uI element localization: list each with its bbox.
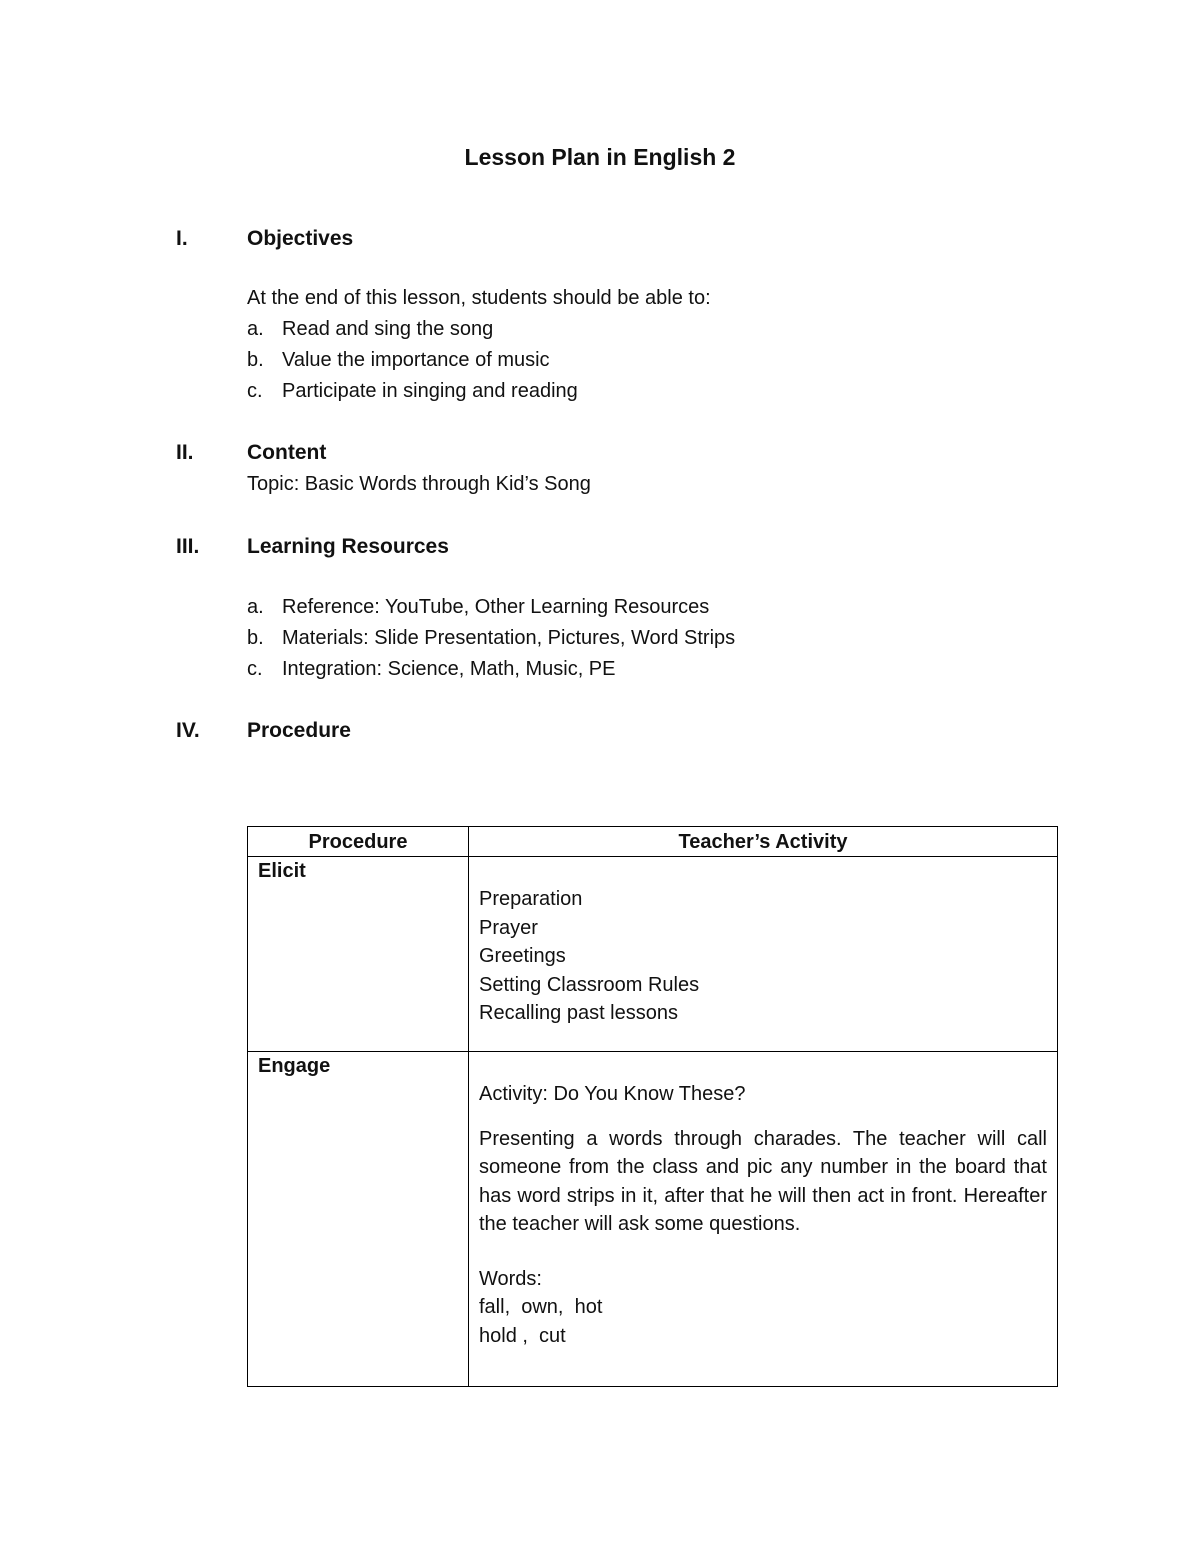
- section-number-resources: III.: [176, 535, 200, 558]
- activity-cell-engage: [469, 1052, 1058, 1387]
- list-item: Prayer: [479, 916, 538, 939]
- list-item: Setting Classroom Rules: [479, 973, 700, 996]
- list-item: Preparation: [479, 888, 583, 910]
- content-topic: Topic: Basic Words through Kid’s Song: [247, 473, 591, 495]
- resource-letter: b.: [247, 627, 264, 649]
- section-number-procedure: IV.: [176, 719, 200, 742]
- list-item: Greetings: [479, 945, 566, 967]
- procedure-table: [247, 826, 1058, 1387]
- table-header-row: [248, 827, 1058, 857]
- table-header-procedure: Procedure: [248, 827, 469, 857]
- objective-item: Value the importance of music: [282, 349, 550, 371]
- table-header-teacher-activity: Teacher’s Activity: [469, 827, 1058, 857]
- objectives-intro: At the end of this lesson, students should be able to:: [247, 287, 711, 309]
- engage-activity-paragraph: Presenting a words through charades. The teacher will call someone from the class and pic any number in the board that has word strips in it, after that he will then act in front. Hereafter the teacher will ask some questions.: [479, 1127, 1047, 1235]
- resource-item: Integration: Science, Math, Music, PE: [282, 658, 616, 680]
- section-number-objectives: I.: [176, 227, 188, 250]
- activity-cell-elicit: [469, 857, 1058, 1052]
- objective-item: Read and sing the song: [282, 318, 494, 340]
- section-title-procedure: Procedure: [247, 719, 351, 742]
- engage-words-line: fall, own, hot: [479, 1296, 603, 1318]
- elicit-activity-lines: [479, 885, 1047, 1028]
- procedure-cell-elicit: Elicit: [248, 857, 469, 1052]
- objective-letter: c.: [247, 380, 263, 402]
- table-row: [248, 1052, 1058, 1387]
- procedure-cell-engage: Engage: [248, 1052, 469, 1387]
- resource-letter: c.: [247, 658, 263, 680]
- objective-letter: b.: [247, 349, 264, 371]
- section-title-resources: Learning Resources: [247, 535, 449, 558]
- section-title-objectives: Objectives: [247, 227, 354, 250]
- list-item: Recalling past lessons: [479, 1002, 678, 1024]
- objective-item: Participate in singing and reading: [282, 380, 578, 402]
- engage-words-label: Words:: [479, 1267, 542, 1290]
- engage-words-line: hold , cut: [479, 1324, 566, 1347]
- resource-letter: a.: [247, 596, 264, 618]
- table-row: [248, 857, 1058, 1052]
- section-number-content: II.: [176, 441, 194, 464]
- resource-item: Reference: YouTube, Other Learning Resources: [282, 596, 710, 618]
- document-title: Lesson Plan in English 2: [464, 144, 736, 170]
- engage-activity-title: Activity: Do You Know These?: [479, 1083, 746, 1105]
- objective-letter: a.: [247, 318, 264, 340]
- section-title-content: Content: [247, 441, 327, 464]
- resource-item: Materials: Slide Presentation, Pictures, Word Strips: [282, 627, 736, 649]
